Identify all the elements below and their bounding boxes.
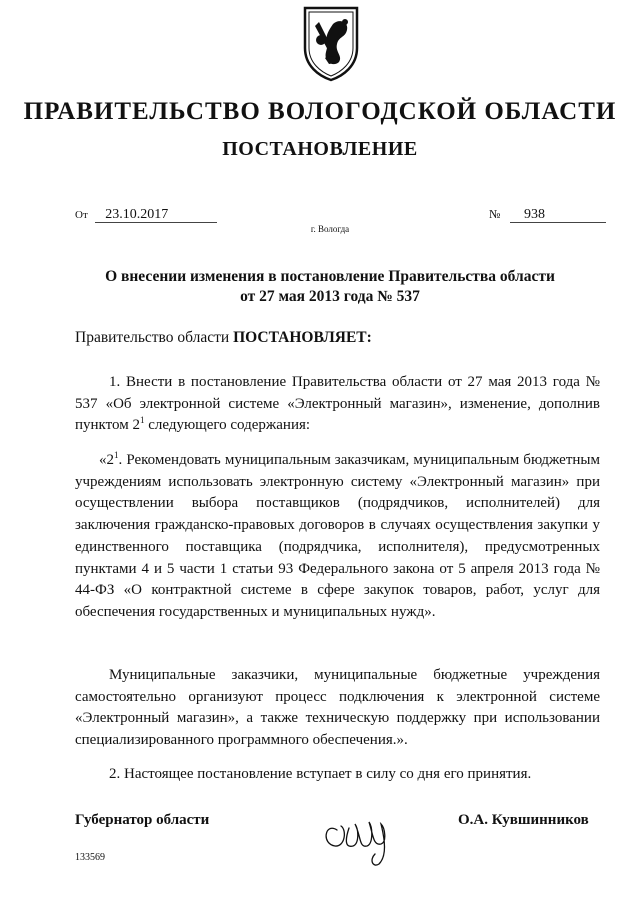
resolution-intro: [75, 327, 600, 349]
city: г. Вологда: [310, 224, 350, 234]
number-line: [489, 207, 606, 223]
handwritten-signature: [315, 800, 425, 870]
paragraph-3: Муниципальные заказчики, муниципальные бюджетные учреждения самостоятельно организуют процесс подключения к электронной системе «Электронный магазин», а также техническую поддержку при использовании специализированного программного обеспечения.».: [75, 667, 600, 749]
p1-text-a: 1. Внести в постановление Правительства области от 27 мая 2013 года № 537 «Об электронной системе «Электронный магазин», изменение, дополнив пунктом 2: [75, 374, 600, 434]
p2-text-b: . Рекомендовать муниципальным заказчикам, муниципальным бюджетным учреждениям использовать электронную систему «Электронный магазин» при осуществлении выбора поставщиков (подрядчиков, исполнителей) для заключения гражданско-правовых договоров в случаях осуществления закупки у единственного поставщика (подрядчика, исполнителя), предусмотренных пунктами 4 и 5 части 1 статьи 93 Федерального закона от 5 апреля 2013 года № 44-ФЗ «О контрактной системе в сфере закупок товаров, работ, услуг для обеспечения государственных и муниципальных нужд».: [75, 452, 600, 620]
paragraph-2: [75, 450, 600, 624]
subject-line-1: О внесении изменения в постановление Правительства области: [105, 268, 555, 285]
paragraph-4: 2. Настоящее постановление вступает в силу со дня его принятия.: [109, 766, 532, 782]
number-prefix: №: [489, 207, 501, 221]
date-line: [75, 207, 217, 223]
paragraph-1: [75, 372, 600, 437]
p1-superscript: 1: [139, 415, 145, 426]
signatory-position: Губернатор области: [75, 812, 210, 828]
registration-number: 133569: [75, 852, 105, 863]
intro-resolves: ПОСТАНОВЛЯЕТ:: [233, 329, 372, 346]
government-title: ПРАВИТЕЛЬСТВО ВОЛОГОДСКОЙ ОБЛАСТИ: [23, 98, 617, 125]
document-type: ПОСТАНОВЛЕНИЕ: [222, 138, 418, 160]
vologda-coat-of-arms-icon: [299, 4, 363, 82]
date-prefix: От: [75, 209, 88, 221]
document-subject: [80, 267, 580, 307]
intro-prefix: Правительство области: [75, 329, 230, 346]
p2-text-a: «2: [99, 452, 114, 468]
signatory-name: О.А. Кувшинников: [458, 812, 589, 828]
p2-superscript: 1: [114, 450, 119, 460]
subject-line-2: от 27 мая 2013 года № 537: [240, 288, 420, 305]
p1-text-b: следующего содержания:: [144, 417, 311, 434]
document-number: 938: [510, 208, 606, 223]
document-date: 23.10.2017: [95, 208, 217, 223]
